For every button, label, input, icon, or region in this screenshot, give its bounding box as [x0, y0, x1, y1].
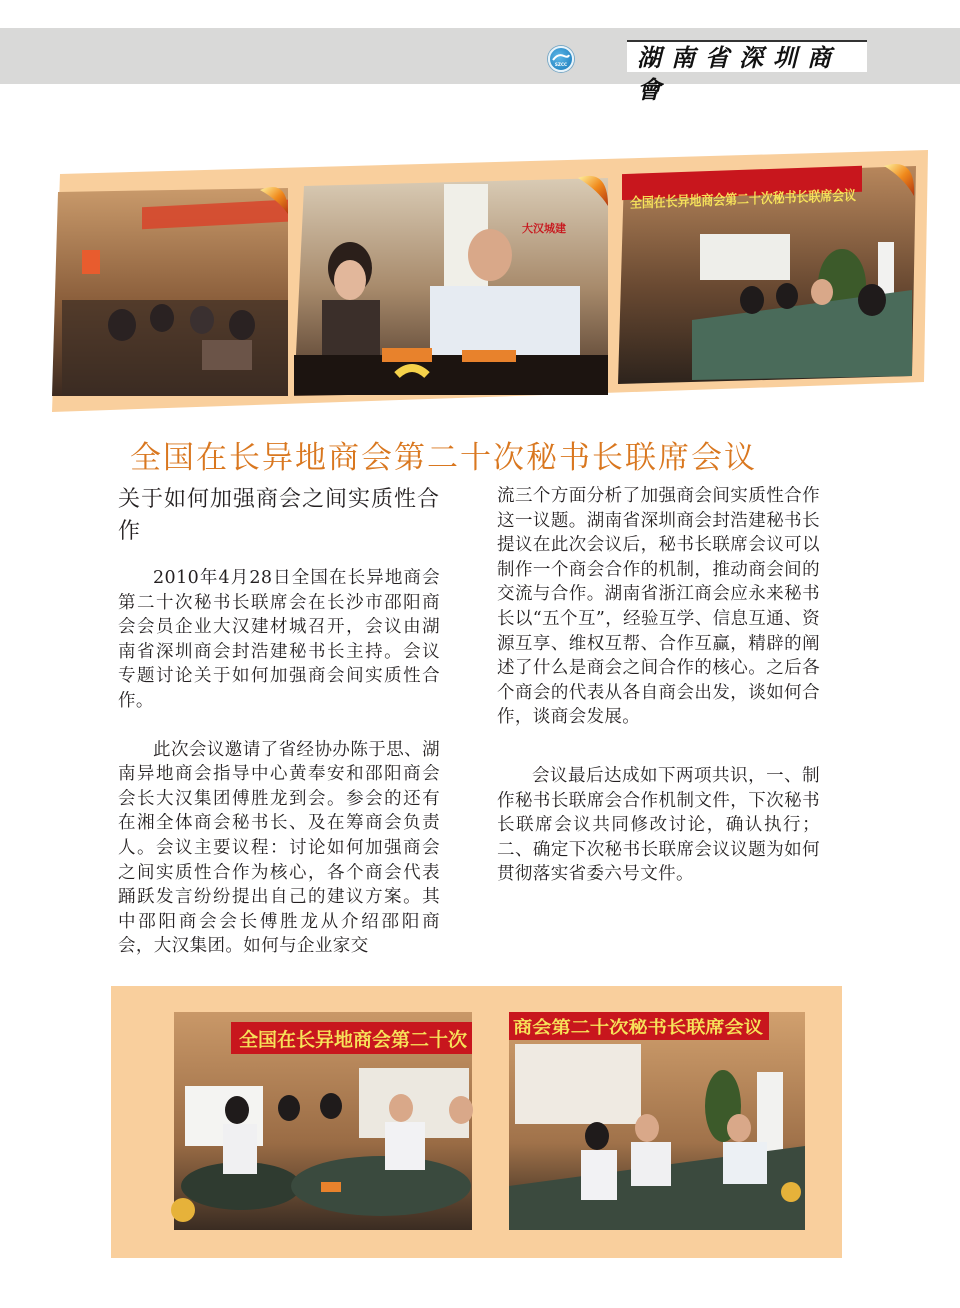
paragraph-4: 会议最后达成如下两项共识，一、制作秘书长联席会合作机制文件，下次秘书长联席会议共同修改讨论，确认执行；二、确定下次秘书长联席会议议题为如何贯彻落实省委六号文件。: [497, 765, 820, 885]
photo-meeting-5: [509, 1012, 805, 1230]
photo-banner-left: 全国在长异地商会第二十次: [239, 1029, 468, 1051]
photo-banner-top: 全国在长异地商会第二十次秘书长联席会议: [630, 186, 896, 212]
photo-meeting-1: [52, 188, 288, 396]
chamber-logo: [548, 46, 574, 72]
article-subtitle: 关于如何加强商会之间实质性合作: [118, 487, 441, 544]
right-column: [497, 484, 820, 887]
backdrop-logo: 大汉城建: [522, 222, 566, 235]
logo-text: SZCC: [554, 62, 568, 67]
photo-meeting-4: [171, 1012, 473, 1230]
photo-banner-right: 商会第二十次秘书长联席会议: [513, 1018, 734, 1038]
masthead-title: 湖南省深圳商會: [627, 40, 867, 72]
bottom-photo-collage: [111, 986, 842, 1258]
logo-wave-icon: [550, 48, 572, 70]
top-photo-collage: [52, 150, 932, 415]
paragraph-3: 流三个方面分析了加强商会间实质性合作这一议题。湖南省深圳商会封浩建秘书长提议在此次会议后，秘书长联席会议可以制作一个商会合作的机制，推动商会间的交流与合作。湖南省浙江商会应永来秘书长以“五个互”，经验互学、信息互通、资源互享、维权互帮、合作互赢，精辟的阐述了什么是商会之间合作的核心。之后各个商会的代表从各自商会出发，谈如何合作，谈商会发展。: [497, 486, 820, 728]
article-headline: 全国在长异地商会第二十次秘书长联席会议: [130, 440, 757, 476]
left-column: [118, 566, 440, 959]
photo-meeting-2: [294, 178, 608, 396]
top-photo-strip: [52, 150, 932, 415]
bottom-photo-panel: [111, 986, 842, 1258]
photo-meeting-3: [618, 166, 916, 384]
paragraph-1: 2010年4月28日全国在长异地商会第二十次秘书长联席会在长沙市邵阳商会会员企业大汉建材城召开，会议由湖南省深圳商会封浩建秘书长主持。会议专题讨论关于如何加强商会间实质性合作。: [118, 568, 440, 711]
paragraph-2: 此次会议邀请了省经协办陈于思、湖南异地商会指导中心黄奉安和邵阳商会会长大汉集团傅胜龙到会。参会的还有在湘全体商会秘书长、及在筹商会负责人。会议主要议程：讨论如何加强商会之间实质性合作为核心，各个商会代表踊跃发言纷纷提出自己的建议方案。其中邵阳商会会长傅胜龙从介绍邵阳商会，大汉集团。如何与企业家交: [118, 739, 440, 957]
